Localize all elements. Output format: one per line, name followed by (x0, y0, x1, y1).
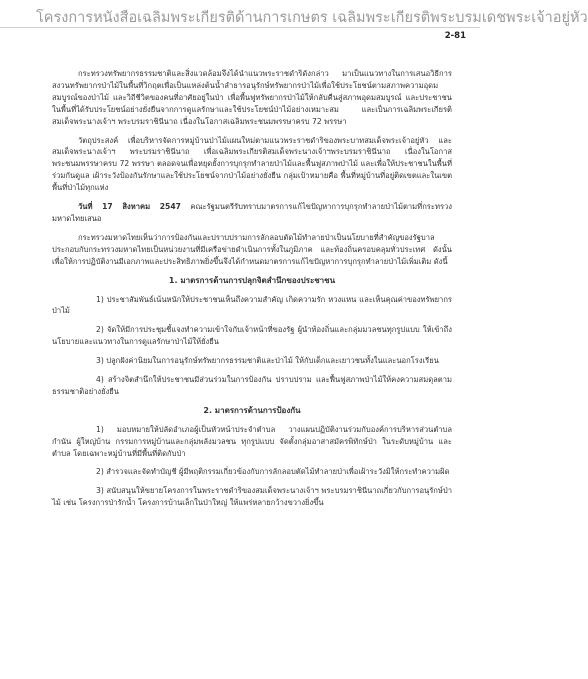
resolution-text: คณะรัฐมนตรีรับทราบมาตรการแก้ไขปัญหาการบุกรุกทำลายป่าไม้ตามที่กระทรวงมหาดไทยเสนอ (52, 202, 453, 223)
page-number: 2-81 (444, 31, 466, 41)
running-header: โครงการหนังสือเฉลิมพระเกียรติด้านการเกษตร เฉลิมพระเกียรติพระบรมเดชพระเจ้าอยู่หัว (36, 10, 588, 26)
section-2-item: 3) สนับสนุนให้ขยายโครงการในพระราชดำริของสมเด็จพระนางเจ้าฯ พระบรมราชินีนาถเกี่ยวกับการอนุรักษ์ป่าไม้ เช่น โครงการป่ารักน้ำ โครงการบ้านเล็กในป่าใหญ่ ให้แพร่หลายกว้างขวางยิ่งขึ้น (52, 486, 452, 508)
paragraph-2: วัตถุประสงค์ เพื่อบริหารจัดการหมู่บ้านป่าไม้แผนใหม่ตามแนวพระราชดำริของพระบาทสมเด็จพระเจ้าอยู่หัว และสมเด็จพระนางเจ้าฯ พระบรมราชินีนาถ เพื่อเฉลิมพระเกียรติสมเด็จพระนางเจ้าฯพระบรมราชินีนาถ เนื่องในโอกาสพระชนมพรรษาครบ 72 พรรษา ตลอดจนเพื่อหยุดยั้งการบุกรุกทำลายป่าไม้และพื้นฟูสภาพป่าไม้ และเพื่อให้ประชาชนในพื้นที่ร่วมกันดูแล เฝ้าระวังป้องกันรักษาและใช้ประโยชน์จากป่าไม้อย่างยั่งยืน กลุ่มเป้าหมายคือ พื้นที่หมู่บ้านที่อยู่ติดเขตและในเขตพื้นที่ป่าไม้ทุกแห่ง (52, 135, 452, 193)
header-divider (0, 27, 480, 28)
section-2-heading: 2. มาตรการด้านการป้องกัน (203, 405, 301, 415)
resolution-date: วันที่ 17 สิงหาคม 2547 (78, 202, 181, 212)
paragraph-1: กระทรวงทรัพยากรธรรมชาติและสิ่งแวดล้อมจึงได้นำแนวพระราชดำริดังกล่าว มาเป็นแนวทางในการเสนอวิธีการสงวนทรัพยากรป่าไม้ในพื้นที่วิกฤตเพื่อเป็นแหล่งต้นน้ำลำธารอนุรักษ์ทรัพยากรป่าไม้เพื่อใช้ประโยชน์ตามสภาพความอุดมสมบูรณ์ของป่าไม้ และวิถีชีวิตของคนที่อาศัยอยู่ในป่า เพื่อพื้นฟูทรัพยากรป่าไม้ให้กลับคืนสู่สภาพอุดมสมบูรณ์ และประชาชนในพื้นที่ได้รับประโยชน์อย่างยั่งยืนจากการดูแลรักษาและใช้ประโยชน์ป่าไม้อย่างเหมาะสม และเป็นการเฉลิมพระเกียรติสมเด็จพระนางเจ้าฯ พระบรมราชินีนาถ เนื่องในโอกาสเฉลิมพระชนมพรรษาครบ 72 พรรษา (52, 69, 452, 126)
paragraph-3 (52, 201, 452, 225)
section-1-item: 3) ปลูกฝังค่านิยมในการอนุรักษ์ทรัพยากรธรรมชาติและป่าไม้ ให้กับเด็กและเยาวชนทั้งในและนอกโรงเรียน (96, 356, 439, 366)
section-2-item: 1) มอบหมายให้ปลัดอำเภอผู้เป็นหัวหน้าประจำตำบล วางแผนปฏิบัติงานร่วมกับองค์การบริหารส่วนตำบล กำนัน ผู้ใหญ่บ้าน กรรมการหมู่บ้านและกลุ่มพลังมวลชน ทุกรูปแบบ จัดตั้งกลุ่มอาสาสมัครพิทักษ์ป่า ในระดับหมู่บ้าน และตำบล โดยเฉพาะหมู่บ้านที่มีพื้นที่ติดกับป่า (52, 424, 452, 458)
document-body (52, 68, 452, 516)
section-1-item: 4) สร้างจิตสำนึกให้ประชาชนมีส่วนร่วมในการป้องกัน ปราบปราม และฟื้นฟูสภาพป่าไม้ให้คงความสมดุลตามธรรมชาติอย่างยั่งยืน (52, 375, 452, 396)
section-2-item: 2) สำรวจและจัดทำบัญชี ผู้มีพฤติกรรมเกี่ยวข้องกับการลักลอบตัดไม้ทำลายป่าเพื่อเฝ้าระวังมิให้กระทำความผิด (96, 467, 450, 477)
paragraph-4: กระทรวงมหาดไทยเห็นว่าการป้องกันและปราบปรามการลักลอบตัดไม้ทำลายป่าเป็นนโยบายที่สำคัญของรัฐบาล ประกอบกับกระทรวงมหาดไทยเป็นหน่วยงานที่มีเครือข่ายดำเนินการทั้งในภูมิภาค และท้องถิ่นครอบคลุมทั่วประเทศ ดังนั้น เพื่อให้การปฏิบัติงานมีเอกภาพและประสิทธิภาพยิ่งขึ้นจึงได้กำหนดมาตรการแก้ไขปัญหาการบุกรุกทำลายป่าไม้เพิ่มเติม ดังนี้ (52, 232, 452, 266)
section-1-heading: 1. มาตรการด้านการปลุกจิตสำนึกของประชาชน (168, 275, 336, 285)
section-1-item: 2) จัดให้มีการประชุมชี้แจงทำความเข้าใจกับเจ้าหน้าที่ของรัฐ ผู้นำท้องถิ่นและกลุ่มมวลชนทุกรูปแบบ ให้เข้าถึงนโยบายและแนวทางในการดูแลรักษาป่าไม้ให้ยั่งยืน (52, 325, 452, 347)
section-1-item: 1) ประชาสัมพันธ์เน้นหนักให้ประชาชนเห็นถึงความสำคัญ เกิดความรัก หวงแหน และเห็นคุณค่าของทรัพยากรป่าไม้ (52, 294, 452, 316)
